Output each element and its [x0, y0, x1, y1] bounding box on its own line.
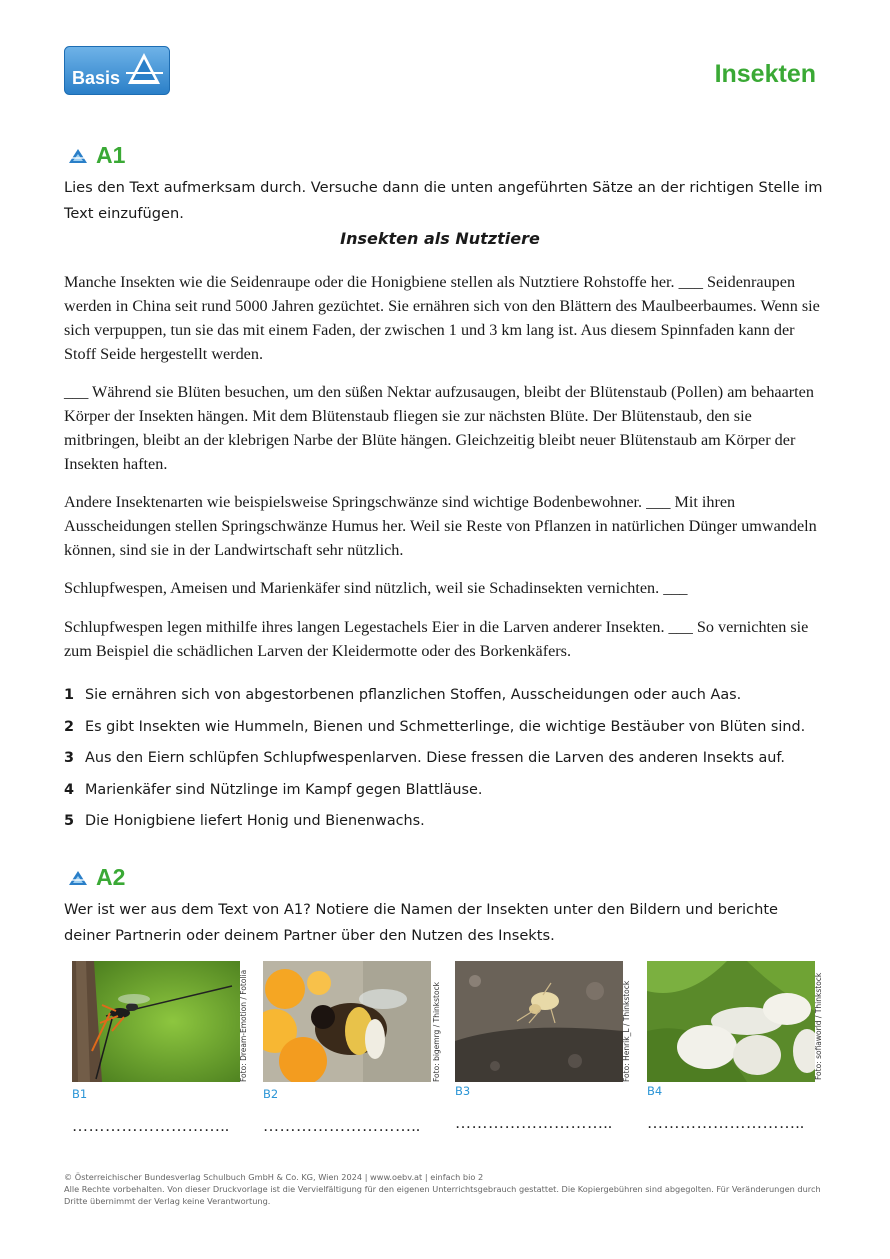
a2-instruction: Wer ist wer aus dem Text von A1? Notiere die Namen der Insekten unter den Bildern und berichte deiner Partnerin oder deinem Partner über den Nutzen des Insekts.: [64, 901, 779, 944]
sentence-text: Die Honigbiene liefert Honig und Bienenwachs.: [85, 813, 425, 829]
photo-credit-b4: Foto: sofiaworld / Thinkstock: [814, 972, 823, 1080]
story-paragraph-3: Andere Insektenarten wie beispielsweise Springschwänze sind wichtige Bodenbewohner. ___ Mit ihren Ausscheidungen stellen Springschwänze Humus her. Weil sie Reste von Pflanzen in natürlichen Dünger umwandeln können, sind sie in der Landwirtschaft sehr nützlich.: [64, 493, 817, 559]
footer-copyright: © Österreichischer Bundesverlag Schulbuch GmbH & Co. KG, Wien 2024 | www.oebv.at | einfach bio 2: [64, 1172, 484, 1182]
page-title: Insekten: [714, 60, 816, 88]
photo-wasp: [72, 961, 240, 1082]
task-a2-label: A2: [96, 864, 126, 890]
story-paragraph-5: Schlupfwespen legen mithilfe ihres langen Legestachels Eier in die Larven anderer Insekten. ___ So vernichten sie zum Beispiel die schädlichen Larven der Kleidermotte oder des Borkenkäfers.: [64, 618, 809, 660]
sentence-item: [64, 813, 834, 845]
sentence-text: Marienkäfer sind Nützlinge im Kampf gegen Blattläuse.: [85, 781, 483, 798]
photo-silkworm: [647, 961, 815, 1082]
sentence-item: [64, 719, 834, 751]
sentence-text: Sie ernähren sich von abgestorbenen pflanzlichen Stoffen, Ausscheidungen oder auch Aas.: [85, 687, 742, 703]
story-title: Insekten als Nutztiere: [340, 229, 540, 248]
story-paragraph-2: ___ Während sie Blüten besuchen, um den süßen Nektar aufzusaugen, bleibt der Blütenstaub (Pollen) am behaarten Körper der Insekten hängen. Mit dem Blütenstaub fliegen sie zur nächsten Blüte. Der Blütenstaub, den sie mitbringen, bleibt an der klebrigen Narbe der Blüte hängen. Gleichzeitig bleibt neuer Blütenstaub am Körper der Insekten haften.: [64, 383, 814, 473]
sentence-item: [64, 750, 834, 782]
sentence-list: [64, 687, 834, 845]
answer-line-b2[interactable]: ………………………..: [263, 1118, 421, 1135]
sentence-text: Es gibt Insekten wie Hummeln, Bienen und Schmetterlinge, die wichtige Bestäuber von Blüten sind.: [85, 718, 806, 735]
answer-line-b3[interactable]: ………………………..: [455, 1115, 613, 1132]
task-a2-heading: [68, 864, 125, 891]
sentence-number: 1: [64, 687, 75, 703]
level-triangle-icon: [68, 148, 88, 164]
level-triangle-icon: [68, 870, 88, 886]
task-a1-heading: [68, 142, 125, 169]
sentence-item: [64, 782, 834, 814]
image-label-b4: B4: [647, 1084, 663, 1098]
footer-rights: Alle Rechte vorbehalten. Von dieser Druckvorlage ist die Vervielfältigung für den eigenen Unterrichtsgebrauch gestattet. Die Kopiergebühren sind abgegolten. Für Veränderungen durch Dritte übernimmt der Verlag keine Verantwortung.: [64, 1184, 821, 1206]
photo-credit-b2: Foto: bigemrg / Thinkstock: [432, 981, 441, 1082]
sentence-text: Aus den Eiern schlüpfen Schlupfwespenlarven. Diese fressen die Larven des anderen Insekts auf.: [85, 750, 785, 766]
story-paragraph-4: Schlupfwespen, Ameisen und Marienkäfer sind nützlich, weil sie Schadinsekten vernichten. ___: [64, 579, 688, 597]
footer: [64, 1171, 824, 1207]
image-label-b3: B3: [455, 1084, 471, 1098]
image-label-b1: B1: [72, 1087, 88, 1101]
sentence-number: 2: [64, 718, 75, 735]
photo-credit-b1: Foto: Dream-Emotion / Fotolia: [239, 969, 248, 1082]
logo-text: Basis: [72, 68, 121, 88]
sentence-number: 5: [64, 813, 75, 829]
task-a1-label: A1: [96, 142, 126, 168]
image-label-b2: B2: [263, 1087, 279, 1101]
sentence-number: 4: [64, 781, 75, 798]
a1-instruction: Lies den Text aufmerksam durch. Versuche dann die unten angeführten Sätze an der richtigen Stelle im Text einzufügen.: [64, 179, 823, 222]
basis-logo: [64, 46, 170, 95]
photo-springtail: [455, 961, 623, 1082]
photo-bumblebee: [263, 961, 431, 1082]
story-paragraph-1: Manche Insekten wie die Seidenraupe oder die Honigbiene stellen als Nutztiere Rohstoffe her. ___ Seidenraupen werden in China seit rund 5000 Jahren gezüchtet. Sie ernähren sich von den Blättern des Maulbeerbaumes. Wenn sie sich verpuppen, tun sie das mit einem Faden, der zwischen 1 und 3 km lang ist. Aus diesem Spinnfaden kann der Stoff Seide hergestellt werden.: [64, 273, 820, 363]
sentence-number: 3: [64, 750, 75, 766]
sentence-item: [64, 687, 834, 719]
photo-credit-b3: Foto: Henrik_L / Thinkstock: [622, 980, 631, 1082]
answer-line-b4[interactable]: ………………………..: [647, 1115, 805, 1132]
answer-line-b1[interactable]: ………………………..: [72, 1118, 230, 1135]
